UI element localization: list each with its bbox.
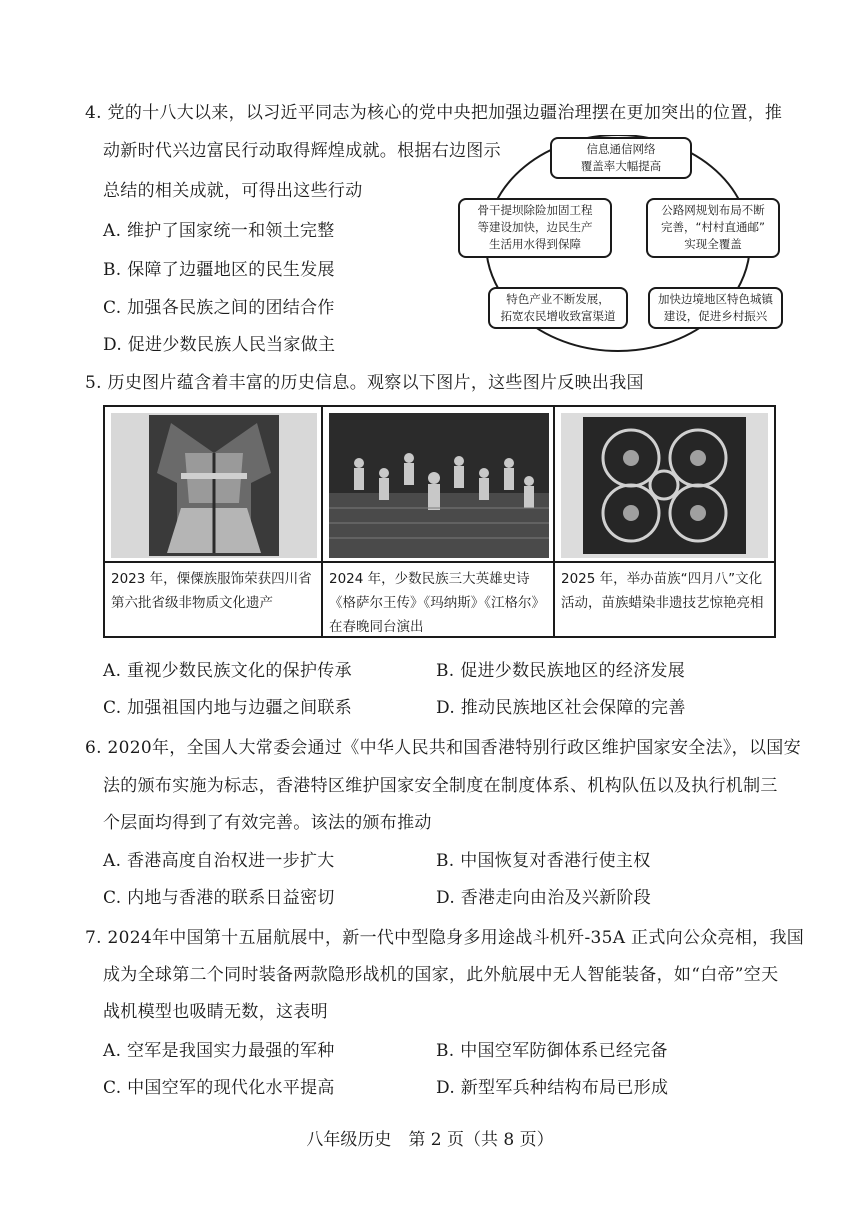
q4-stem-line3: 总结的相关成就，可得出这些行动 — [103, 181, 363, 201]
diagram-text-telecom: 信息通信网络 覆盖率大幅提高 — [580, 142, 662, 173]
lisu-costume-photo — [111, 413, 315, 558]
miao-batik-photo — [561, 413, 768, 558]
q7-stem-line2: 成为全球第二个同时装备两款隐形战机的国家，此外航展中无人智能装备，如“白帝”空天 — [103, 965, 779, 985]
diagram-text-town: 加快边境地区特色城镇 建设，促进乡村振兴 — [658, 292, 773, 323]
q6-option-c[interactable]: C. 内地与香港的联系日益密切 — [103, 888, 335, 908]
q5-cell-costume — [105, 407, 323, 636]
q6-stem-line1: 6. 2020年，全国人大常委会通过《中华人民共和国香港特别行政区维护国家安全法》，以国安 — [85, 738, 801, 758]
diagram-text-water: 骨干提坝除险加固工程 等建设加快，边民生产 生活用水得到保障 — [477, 203, 593, 251]
q4-achievement-diagram — [458, 135, 783, 357]
q4-option-c[interactable]: C. 加强各民族之间的团结合作 — [103, 298, 335, 318]
diagram-box-road — [646, 198, 780, 258]
q5-stem: 5. 历史图片蕴含着丰富的历史信息。观察以下图片，这些图片反映出我国 — [85, 373, 644, 393]
q6-stem-line3: 个层面均得到了有效完善。该法的颁布推动 — [103, 813, 432, 833]
q4-option-d[interactable]: D. 促进少数民族人民当家做主 — [103, 335, 336, 355]
q5-caption-batik: 2025 年，举办苗族“四月八”文化活动，苗族蜡染非遗技艺惊艳亮相 — [561, 571, 764, 611]
q5-option-c[interactable]: C. 加强祖国内地与边疆之间联系 — [103, 698, 353, 718]
q5-cell-batik — [555, 407, 774, 636]
q6-option-a[interactable]: A. 香港高度自治权进一步扩大 — [103, 851, 335, 871]
q4-option-b[interactable]: B. 保障了边疆地区的民生发展 — [103, 260, 335, 280]
diagram-text-road: 公路网规划布局不断 完善，“村村直通邮” 实现全覆盖 — [661, 203, 765, 251]
q5-cell-epic — [323, 407, 555, 636]
q5-picture-table — [103, 405, 776, 638]
q6-option-d[interactable]: D. 香港走向由治及兴新阶段 — [436, 888, 652, 908]
q6-stem-line2: 法的颁布实施为标志，香港特区维护国家安全制度在制度体系、机构队伍以及执行机制三 — [103, 776, 778, 796]
q5-caption-row-2 — [323, 561, 553, 636]
diagram-box-industry — [488, 287, 628, 329]
diagram-box-town — [648, 287, 783, 329]
q7-stem-line3: 战机模型也吸睛无数，这表明 — [103, 1002, 328, 1022]
q5-caption-costume: 2023 年，傈僳族服饰荣获四川省第六批省级非物质文化遗产 — [111, 571, 312, 611]
diagram-text-industry: 特色产业不断发展， 拓宽农民增收致富渠道 — [500, 292, 616, 323]
q7-option-b[interactable]: B. 中国空军防御体系已经完备 — [436, 1041, 668, 1061]
q7-option-c[interactable]: C. 中国空军的现代化水平提高 — [103, 1078, 335, 1098]
q5-option-b[interactable]: B. 促进少数民族地区的经济发展 — [436, 661, 686, 681]
diagram-box-water — [458, 198, 612, 258]
q5-option-a[interactable]: A. 重视少数民族文化的保护传承 — [103, 661, 352, 681]
epic-performance-photo — [329, 413, 547, 558]
q6-option-b[interactable]: B. 中国恢复对香港行使主权 — [436, 851, 651, 871]
q4-stem-line1: 4. 党的十八大以来，以习近平同志为核心的党中央把加强边疆治理摆在更加突出的位置，推 — [85, 103, 783, 123]
q5-caption-epic: 2024 年，少数民族三大英雄史诗《格萨尔王传》《玛纳斯》《江格尔》在春晚同台演出 — [329, 571, 545, 635]
q5-caption-row-1 — [105, 561, 321, 636]
q5-caption-row-3 — [555, 561, 774, 636]
q7-option-a[interactable]: A. 空军是我国实力最强的军种 — [103, 1041, 335, 1061]
q4-option-a[interactable]: A. 维护了国家统一和领土完整 — [103, 221, 335, 241]
q4-stem-line2: 动新时代兴边富民行动取得辉煌成就。根据右边图示 — [103, 141, 501, 161]
q7-option-d[interactable]: D. 新型军兵种结构布局已形成 — [436, 1078, 669, 1098]
diagram-box-telecom — [550, 137, 692, 179]
q5-option-d[interactable]: D. 推动民族地区社会保障的完善 — [436, 698, 686, 718]
page-footer: 八年级历史 第 2 页（共 8 页） — [306, 1130, 554, 1150]
q7-stem-line1: 7. 2024年中国第十五届航展中，新一代中型隐身多用途战斗机歼-35A 正式向公众亮相，我国 — [85, 928, 805, 948]
